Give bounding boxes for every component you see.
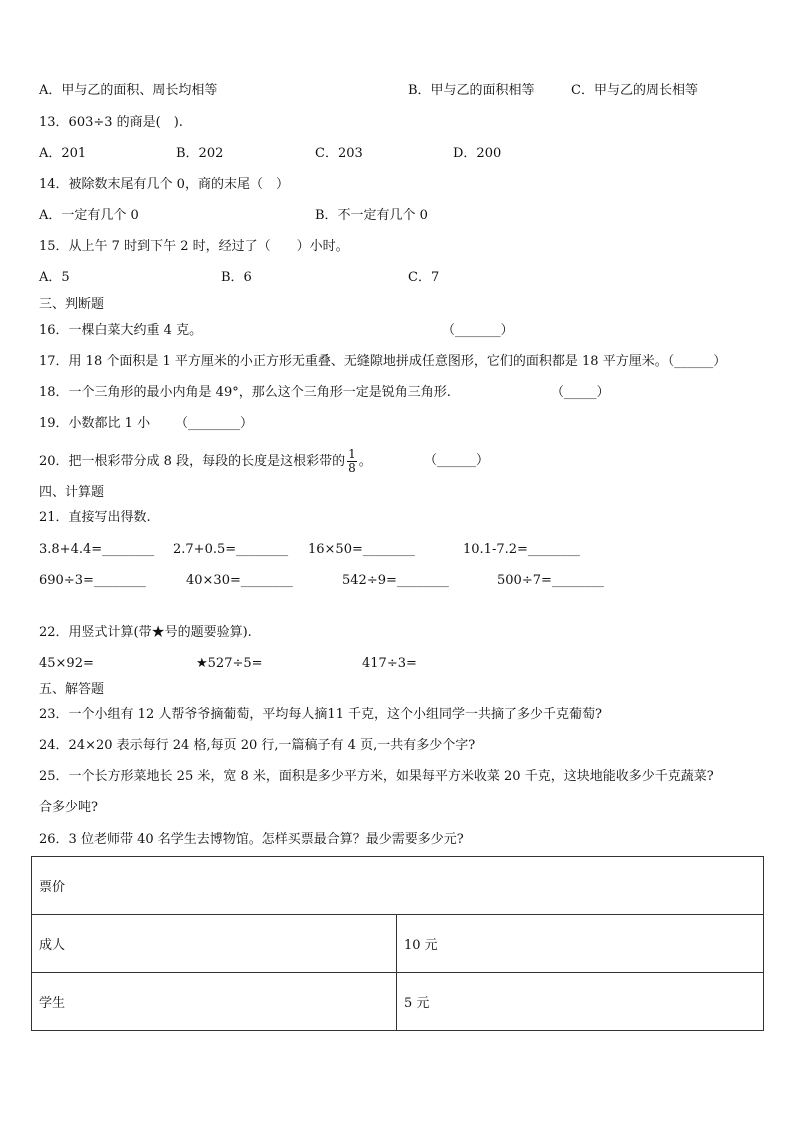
- q20-fraction-denominator: 8: [348, 461, 356, 475]
- q22-stem: 22．用竖式计算(带★号的题要验算).: [39, 625, 252, 640]
- q18-blank: （_____）: [551, 385, 610, 400]
- table-cell-label: 成人: [32, 915, 397, 973]
- q12-option-a: A．甲与乙的面积、周长均相等: [39, 83, 218, 98]
- q16-blank: （_______）: [442, 323, 514, 338]
- q17-stem: 17．用 18 个面积是 1 平方厘米的小正方形无重叠、无缝隙地拼成任意图形，它们的面积都是 18 平方厘米。（______）: [39, 354, 727, 369]
- ticket-price-table: [31, 856, 764, 1031]
- q14-option-b: B．不一定有几个 0: [315, 208, 428, 223]
- q15-option-c: C．7: [408, 270, 440, 285]
- q14-stem: 14．被除数末尾有几个 0，商的末尾（ ）: [39, 177, 289, 192]
- q21-item: 3.8+4.4=________: [39, 542, 155, 557]
- q22-item: ★527÷5=: [196, 656, 263, 671]
- q20-blank: （______）: [424, 453, 490, 468]
- q23-stem: 23．一个小组有 12 人帮爷爷摘葡萄，平均每人摘11 千克，这个小组同学一共摘了多少千克葡萄?: [39, 707, 602, 722]
- table-cell-value: 10 元: [397, 915, 764, 973]
- q19-blank: （________）: [175, 416, 254, 431]
- q13-option-a: A．201: [39, 146, 87, 161]
- section-heading-calculation: 四、计算题: [39, 485, 105, 500]
- table-cell-value: 5 元: [397, 973, 764, 1031]
- q21-item: 690÷3=________: [39, 573, 146, 588]
- section-heading-word-problems: 五、解答题: [39, 682, 105, 697]
- q16-stem: 16．一棵白菜大约重 4 克。: [39, 323, 203, 338]
- q22-item: 417÷3=: [362, 656, 417, 671]
- q24-stem: 24．24×20 表示每行 24 格,每页 20 行,一篇稿子有 4 页,一共有多少个字?: [39, 738, 476, 753]
- section-heading-judgment: 三、判断题: [39, 297, 105, 312]
- q20-fraction: [347, 448, 357, 475]
- table-row: [32, 973, 764, 1031]
- q20-fraction-numerator: 1: [348, 447, 356, 461]
- q13-stem: 13．603÷3 的商是( ).: [39, 115, 183, 130]
- table-row: [32, 915, 764, 973]
- q12-option-c: C．甲与乙的周长相等: [571, 83, 698, 98]
- q26-stem: 26．3 位老师带 40 名学生去博物馆。怎样买票最合算？最少需要多少元?: [39, 832, 464, 847]
- q21-item: 16×50=________: [308, 542, 415, 557]
- q15-option-b: B．6: [221, 270, 252, 285]
- q13-option-c: C．203: [315, 146, 363, 161]
- q15-option-a: A．5: [39, 270, 70, 285]
- q21-item: 500÷7=________: [497, 573, 604, 588]
- table-row: [32, 857, 764, 915]
- table-cell-label: 学生: [32, 973, 397, 1031]
- q21-item: 10.1-7.2=________: [463, 542, 580, 557]
- q25-stem-line2: 合多少吨?: [39, 800, 98, 815]
- q15-stem: 15．从上午 7 时到下午 2 时，经过了（ ）小时。: [39, 239, 349, 254]
- q21-stem: 21．直接写出得数.: [39, 510, 151, 525]
- table-header-cell: 票价: [32, 857, 764, 915]
- q13-option-b: B．202: [176, 146, 224, 161]
- q25-stem-line1: 25．一个长方形菜地长 25 米，宽 8 米，面积是多少平方米，如果每平方米收菜 20 千克，这块地能收多少千克蔬菜?: [39, 769, 714, 784]
- q20-stem: 20．把一根彩带分成 8 段，每段的长度是这根彩带的: [39, 454, 346, 469]
- q21-item: 40×30=________: [186, 573, 293, 588]
- q21-item: 542÷9=________: [342, 573, 449, 588]
- q20-tail: 。: [358, 454, 372, 469]
- q12-option-b: B．甲与乙的面积相等: [408, 83, 535, 98]
- q22-item: 45×92=: [39, 656, 94, 671]
- q13-option-d: D．200: [453, 146, 502, 161]
- q18-stem: 18．一个三角形的最小内角是 49°，那么这个三角形一定是锐角三角形.: [39, 385, 451, 400]
- q19-stem: 19．小数都比 1 小: [39, 416, 151, 431]
- q21-item: 2.7+0.5=________: [173, 542, 289, 557]
- q20-line: [39, 448, 372, 475]
- q14-option-a: A．一定有几个 0: [39, 208, 139, 223]
